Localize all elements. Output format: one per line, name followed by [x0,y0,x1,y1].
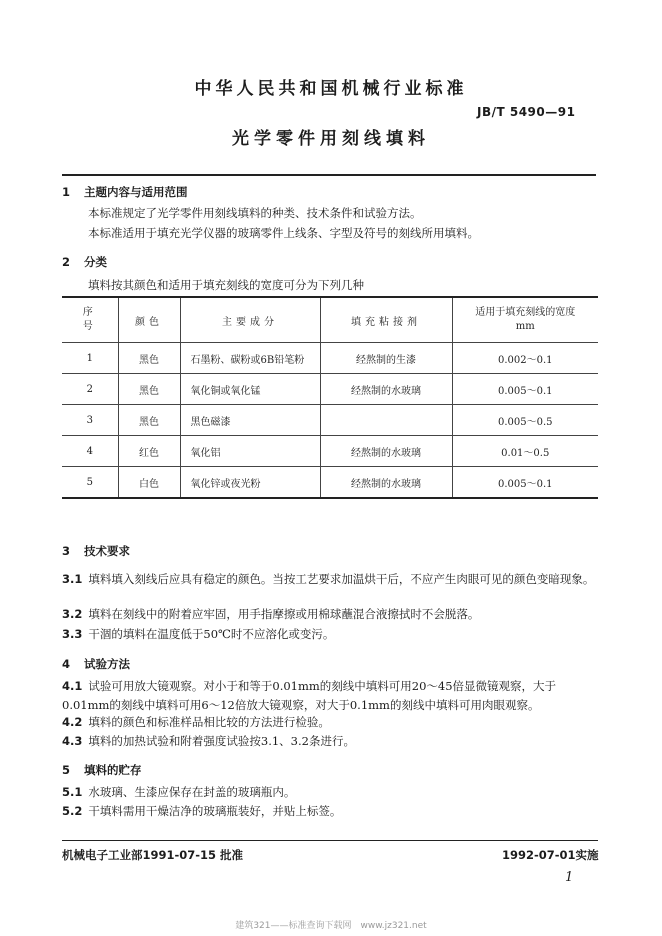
cell-main: 氧化锌或夜光粉 [180,467,320,499]
clause-number: 3.2 [62,607,83,621]
cell-width: 0.005～0.5 [452,405,598,436]
footer-divider [62,840,598,841]
clause-number: 5.1 [62,785,83,799]
cell-seq: 1 [62,343,118,374]
watermark-text: 建筑321——标准查询下载网 www.jz321.net [235,921,427,931]
section-number: 5 [62,763,71,777]
table-row [62,374,598,405]
clause-number: 5.2 [62,804,83,818]
cell-width: 0.005～0.1 [452,374,598,405]
cell-color: 黑色 [118,405,180,436]
clause-4-2 [62,713,598,732]
section-2-intro: 填料按其颜色和适用于填充刻线的宽度可分为下列几种 [88,278,364,292]
cell-color: 黑色 [118,374,180,405]
clause-text: 干填料需用干燥洁净的玻璃瓶装好，并贴上标签。 [88,804,342,818]
section-number: 4 [62,657,71,671]
clause-3-2 [62,605,598,624]
effective-date: 1992-07-01实施 [502,848,599,862]
cell-seq: 4 [62,436,118,467]
clause-4-3 [62,732,598,751]
clause-number: 3.3 [62,627,83,641]
section-title: 主题内容与适用范围 [84,185,188,199]
header-seq [62,297,118,343]
section-title: 填料的贮存 [84,763,142,777]
cell-seq: 3 [62,405,118,436]
section-1-heading [62,184,188,200]
clause-text: 填料的加热试验和附着强度试验按3.1、3.2条进行。 [88,734,355,748]
cell-binder [320,405,452,436]
cell-main: 氧化铜或氧化锰 [180,374,320,405]
clause-3-3 [62,625,598,644]
cell-seq: 2 [62,374,118,405]
section-5-heading [62,762,142,778]
section-1-para-2: 本标准适用于填充光学仪器的玻璃零件上线条、字型及符号的刻线所用填料。 [88,226,479,240]
table-header-row [62,297,598,343]
cell-seq: 5 [62,467,118,499]
cell-main: 石墨粉、碳粉或6B铅笔粉 [180,343,320,374]
section-3-heading [62,543,130,559]
clause-number: 4.3 [62,734,83,748]
header-binder: 填充粘接剂 [320,297,452,343]
section-1-para-1: 本标准规定了光学零件用刻线填料的种类、技术条件和试验方法。 [88,206,422,220]
clause-5-1 [62,783,598,802]
header-seq-line1: 序 [82,307,97,318]
clause-text: 试验可用放大镜观察。对小于和等于0.01mm的刻线中填料可用20～45倍显微镜观察，大于0.01mm的刻线中填料可用6～12倍放大镜观察，对大于0.1mm的刻线中填料可用肉眼观察。 [62,679,557,712]
clause-text: 填料的颜色和标准样品相比较的方法进行检验。 [88,715,330,729]
clause-number: 4.1 [62,679,83,693]
clause-text: 填料在刻线中的附着应牢固，用手指摩擦或用棉球蘸混合液擦拭时不会脱落。 [88,607,480,621]
section-number: 2 [62,255,71,269]
header-main-component: 主要成分 [180,297,320,343]
table-row [62,405,598,436]
cell-width: 0.002～0.1 [452,343,598,374]
cell-color: 白色 [118,467,180,499]
section-title: 试验方法 [84,657,130,671]
standard-number: JB/T 5490—91 [477,105,576,119]
clause-text: 干涸的填料在温度低于50℃时不应溶化或变污。 [88,627,335,641]
section-2-heading [62,254,107,270]
document-title: 光学零件用刻线填料 [232,129,430,149]
header-color: 颜色 [118,297,180,343]
section-title: 技术要求 [84,544,130,558]
cell-binder: 经熬制的水玻璃 [320,436,452,467]
classification-table [62,296,598,499]
clause-5-2 [62,802,598,821]
cell-binder: 经熬制的水玻璃 [320,374,452,405]
cell-binder: 经熬制的生漆 [320,343,452,374]
section-number: 3 [62,544,71,558]
clause-text: 水玻璃、生漆应保存在封盖的玻璃瓶内。 [88,785,296,799]
cell-main: 黑色磁漆 [180,405,320,436]
table-row [62,343,598,374]
section-4-heading [62,656,130,672]
section-number: 1 [62,185,71,199]
cell-width: 0.01～0.5 [452,436,598,467]
section-title: 分类 [84,255,107,269]
header-seq-line2: 号 [82,321,97,332]
cell-main: 氧化铝 [180,436,320,467]
clause-text: 填料填入刻线后应具有稳定的颜色。当按工艺要求加温烘干后，不应产生肉眼可见的颜色变暗现象。 [88,572,595,586]
cell-binder: 经熬制的水玻璃 [320,467,452,499]
cell-color: 黑色 [118,343,180,374]
clause-number: 4.2 [62,715,83,729]
title-divider [62,174,596,176]
table-row [62,436,598,467]
approval-line: 机械电子工业部1991-07-15 批准 [62,848,244,862]
org-title: 中华人民共和国机械行业标准 [194,79,468,99]
clause-3-1 [62,570,598,589]
header-width [452,297,598,343]
header-width-line1: 适用于填充刻线的宽度 [475,307,576,318]
clause-number: 3.1 [62,572,83,586]
clause-4-1 [62,677,598,715]
page-number: 1 [565,870,574,885]
header-width-line2: mm [515,321,535,332]
cell-width: 0.005～0.1 [452,467,598,499]
cell-color: 红色 [118,436,180,467]
table-row [62,467,598,499]
